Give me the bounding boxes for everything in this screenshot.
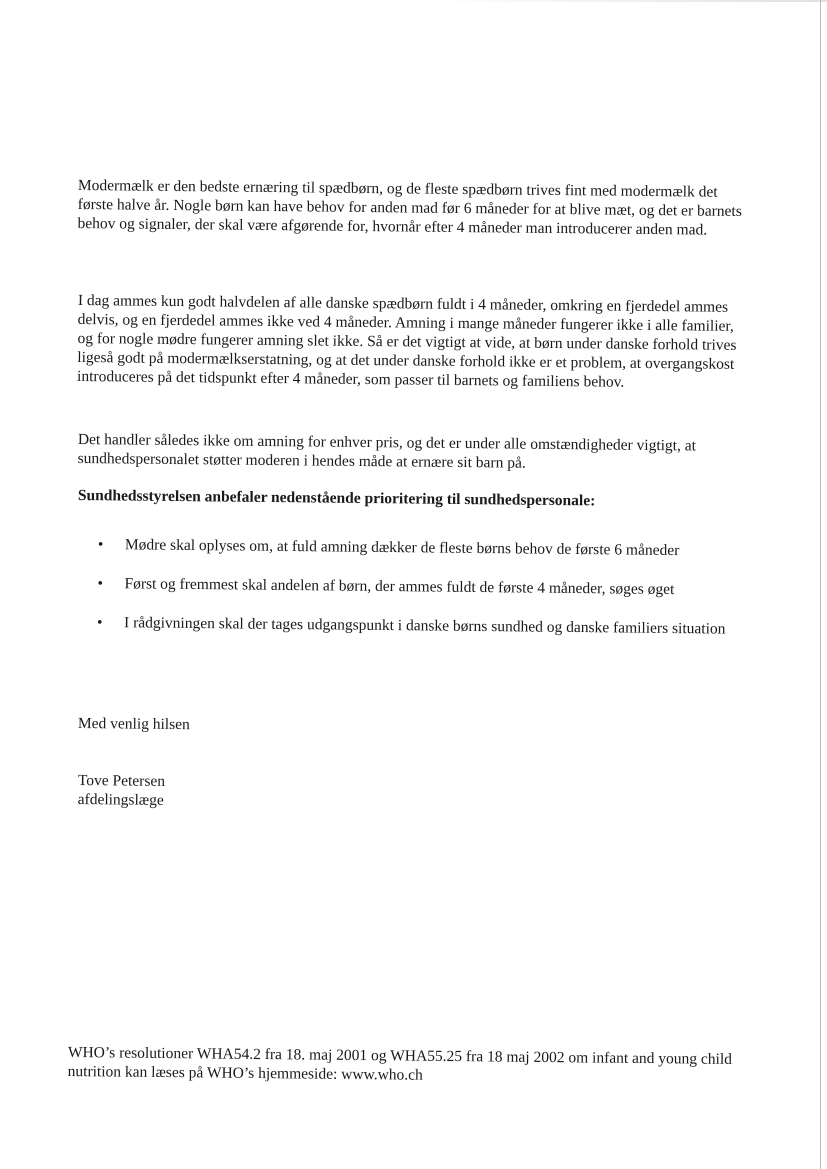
recommendation-text: Mødre skal oplyses om, at fuld amning dækker de fleste børns behov de første 6 måneder [124, 536, 680, 560]
closing-greeting: Med venlig hilsen [77, 714, 190, 734]
support-paragraph: Det handler således ikke om amning for enhver pris, og det er under alle omstændigheder vigtigt, at sundhedspersonalet støtter moderen i hendes måde at ernære sit barn på. [77, 430, 697, 472]
recommendation-list [97, 535, 738, 659]
scan-page-edge [820, 0, 821, 1169]
bullet-icon: • [97, 535, 104, 554]
signer-title: afdelingslæge [77, 790, 164, 809]
breastfeeding-status-paragraph: I dag ammes kun godt halvdelen af alle danske spædbørn fuldt i 4 måneder, omkring en fjerdedel ammes delvis, og en fjerdedel ammes ikke ved 4 måneder. Amning i mange måneder fungerer ikke i alle familier, og for nogle mødre fungerer amning slet ikke. Så er det vigtigt at vide, at børn under danske forhold trives ligeså godt på modermælkserstatning, og at det under danske forhold ikke er et problem, at overgangskost introduceres på det tidspunkt efter 4 måneder, som passer til barnets og familiens behov. [77, 291, 737, 391]
list-item [97, 613, 737, 639]
list-item [98, 535, 738, 561]
signature-block [78, 771, 748, 816]
bullet-icon: • [96, 613, 103, 632]
recommendation-text: Først og fremmest skal andelen af børn, der ammes fuldt de første 4 måneder, søges øget [124, 575, 675, 599]
intro-paragraph: Modermælk er den bedste ernæring til spædbørn, og de fleste spædbørn trives fint med modermælk det første halve år. Nogle børn kan have behov for anden mad før 6 måneder for at blive mæt, og det er barnets behov og signaler, der skal være afgørende for, hvornår efter 4 måneder man introducerer anden mad. [77, 176, 742, 239]
recommendation-heading: Sundhedsstyrelsen anbefaler nedenstående prioritering til sundhedspersonale: [77, 486, 596, 510]
bullet-icon: • [97, 574, 104, 593]
recommendation-text: I rådgivningen skal der tages udgangspunkt i danske børns sundhed og danske familiers situation [123, 614, 726, 638]
scan-shadow-top [430, 0, 827, 2]
signer-name: Tove Petersen [77, 771, 166, 790]
list-item [97, 574, 737, 600]
footer-note: WHO’s resolutioner WHA54.2 fra 18. maj 2001 og WHA55.25 fra 18 maj 2002 om infant and young child nutrition kan læses på WHO’s hjemmeside: www.who.ch [67, 1044, 733, 1084]
